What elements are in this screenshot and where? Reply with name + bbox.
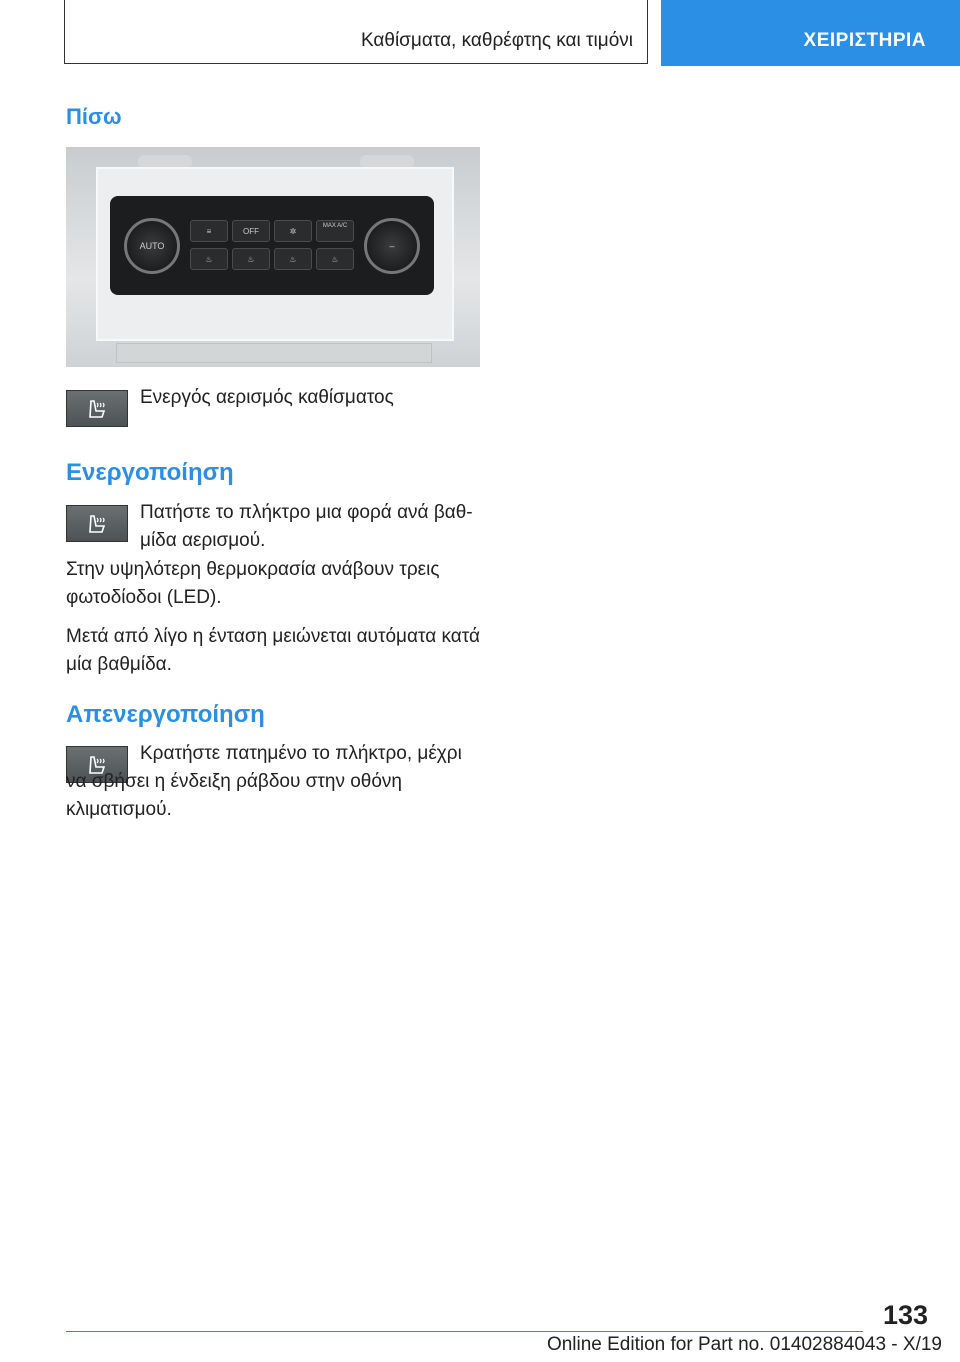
rear-climate-panel-photo [66,147,480,367]
deactivation-text: Κρατήστε πατημένο το πλήκτρο, μέχρι να σβήσει η ένδειξη ράβδου στην οθόνη κλιματισμού. [66,743,462,820]
seat-heat-icon: ♨ [190,248,228,270]
seat-vent-icon: ♨ [232,248,270,270]
icon-caption: Ενεργός αερισμός καθίσματος [140,387,394,408]
auto-knob [124,218,180,274]
fan-icon: ✲ [274,220,312,242]
seat-ventilation-icon [66,505,128,542]
footer-edition-text: Online Edition for Part no. 01402884043 - X/19 [546,1334,942,1355]
control-panel [110,196,434,295]
rear-heading: Πίσω [66,104,122,129]
activation-text-2: Στην υψηλότερη θερμοκρασία ανάβουν τρεις φωτοδίοδοι (LED). [66,559,440,608]
page-number: 133 [882,1300,928,1330]
activation-heading: Ενεργοποίηση [66,459,234,486]
temperature-knob: – [364,218,420,274]
activation-text-3: Μετά από λίγο η ένταση μειώνεται αυτόματα κατά μία βαθμίδα. [66,626,480,675]
storage-slot [116,343,432,363]
footer-divider [66,1331,863,1332]
activation-text-1: Πατήστε το πλήκτρο μια φορά ανά βαθ-μίδα αερισμού. [140,502,473,551]
deactivation-heading: Απενεργοποίηση [66,701,265,728]
seat-icon: ♨ [274,248,312,270]
panel-button-max-ac: MAX A/C [316,220,354,242]
panel-button-off: OFF [232,220,270,242]
auto-label: AUTO [139,241,165,251]
section-tab-label: ΧΕΙΡΙΣΤΗΡΙΑ [803,30,926,51]
panel-button: ≡ [190,220,228,242]
header-chapter-box [64,0,648,64]
seat-ventilation-icon [66,390,128,427]
section-tab[interactable] [661,0,960,66]
seat-heat-icon-right: ♨ [316,248,354,270]
chapter-title: Καθίσματα, καθρέφτης και τιμόνι [360,30,633,51]
